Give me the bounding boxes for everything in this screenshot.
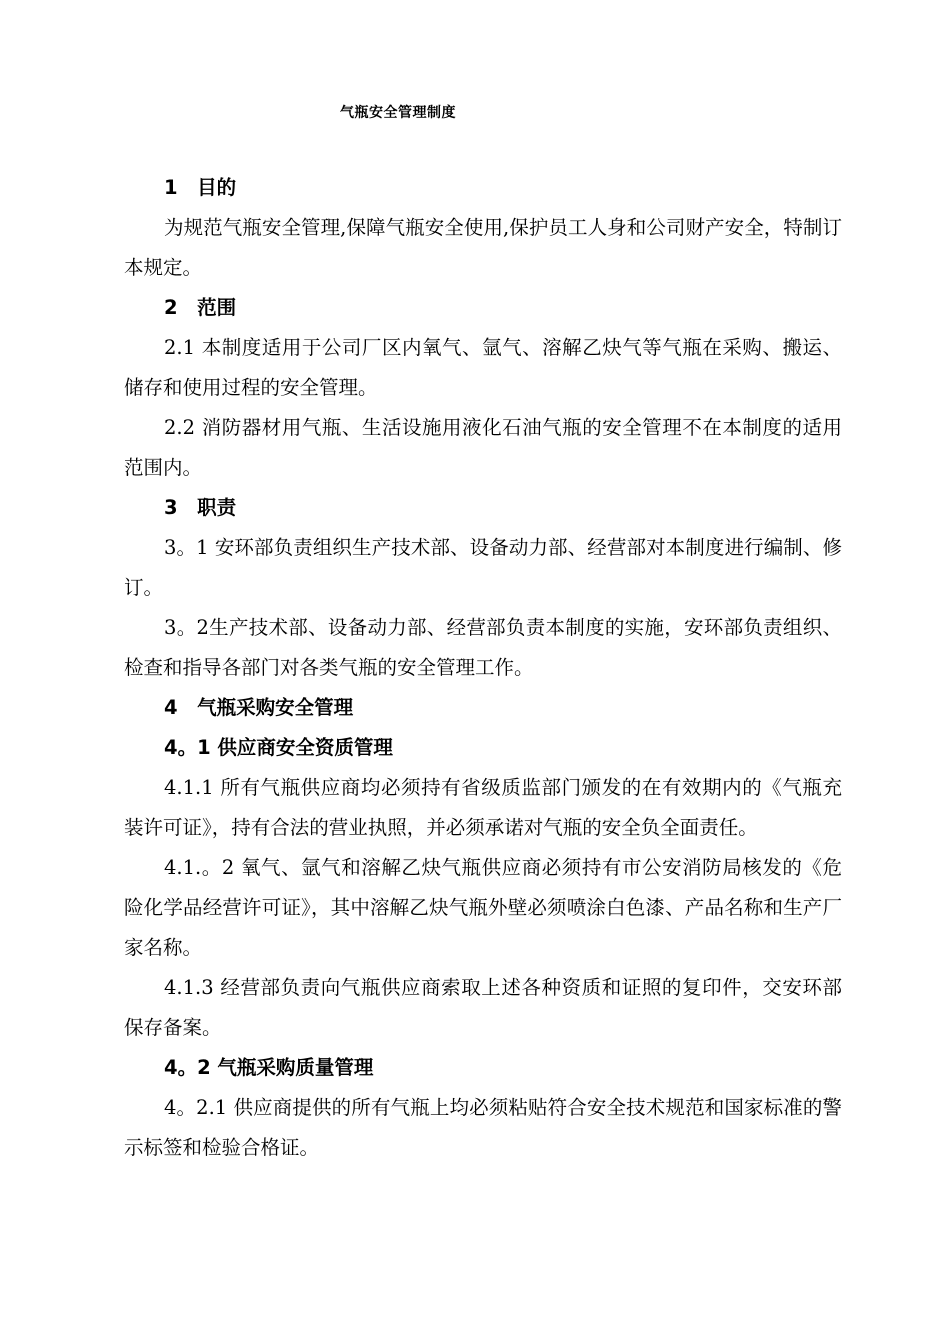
paragraph: 4.1.3 经营部负责向气瓶供应商索取上述各种资质和证照的复印件，交安环部保存备案。: [124, 976, 842, 1039]
section-heading-responsibilities: 3 职责: [164, 496, 237, 519]
paragraph: 4.1.1 所有气瓶供应商均必须持有省级质监部门颁发的在有效期内的《气瓶充装许可证》，持有合法的营业执照，并必须承诺对气瓶的安全负全面责任。: [124, 776, 842, 839]
section-heading-scope: 2 范围: [164, 296, 237, 319]
paragraph: 2.2 消防器材用气瓶、生活设施用液化石油气瓶的安全管理不在本制度的适用范围内。: [124, 416, 842, 479]
subsection-heading-quality: 4。2 气瓶采购质量管理: [164, 1056, 374, 1079]
document-title: 气瓶安全管理制度: [340, 105, 456, 121]
paragraph: 3。1 安环部负责组织生产技术部、设备动力部、经营部对本制度进行编制、修订。: [124, 536, 842, 599]
paragraph: 3。2生产技术部、设备动力部、经营部负责本制度的实施，安环部负责组织、检查和指导各部门对各类气瓶的安全管理工作。: [124, 616, 842, 679]
subsection-heading-supplier: 4。1 供应商安全资质管理: [164, 736, 393, 759]
section-heading-procurement: 4 气瓶采购安全管理: [164, 696, 354, 719]
document-body: [124, 168, 842, 1168]
paragraph: 2.1 本制度适用于公司厂区内氧气、氩气、溶解乙炔气等气瓶在采购、搬运、储存和使用过程的安全管理。: [124, 336, 842, 399]
paragraph: 4.1.。2 氧气、氩气和溶解乙炔气瓶供应商必须持有市公安消防局核发的《危险化学品经营许可证》，其中溶解乙炔气瓶外壁必须喷涂白色漆、产品名称和生产厂家名称。: [124, 856, 842, 959]
section-heading-purpose: 1 目的: [164, 176, 237, 199]
paragraph: 为规范气瓶安全管理,保障气瓶安全使用,保护员工人身和公司财产安全，特制订本规定。: [124, 216, 842, 279]
paragraph: 4。2.1 供应商提供的所有气瓶上均必须粘贴符合安全技术规范和国家标准的警示标签和检验合格证。: [124, 1096, 842, 1159]
